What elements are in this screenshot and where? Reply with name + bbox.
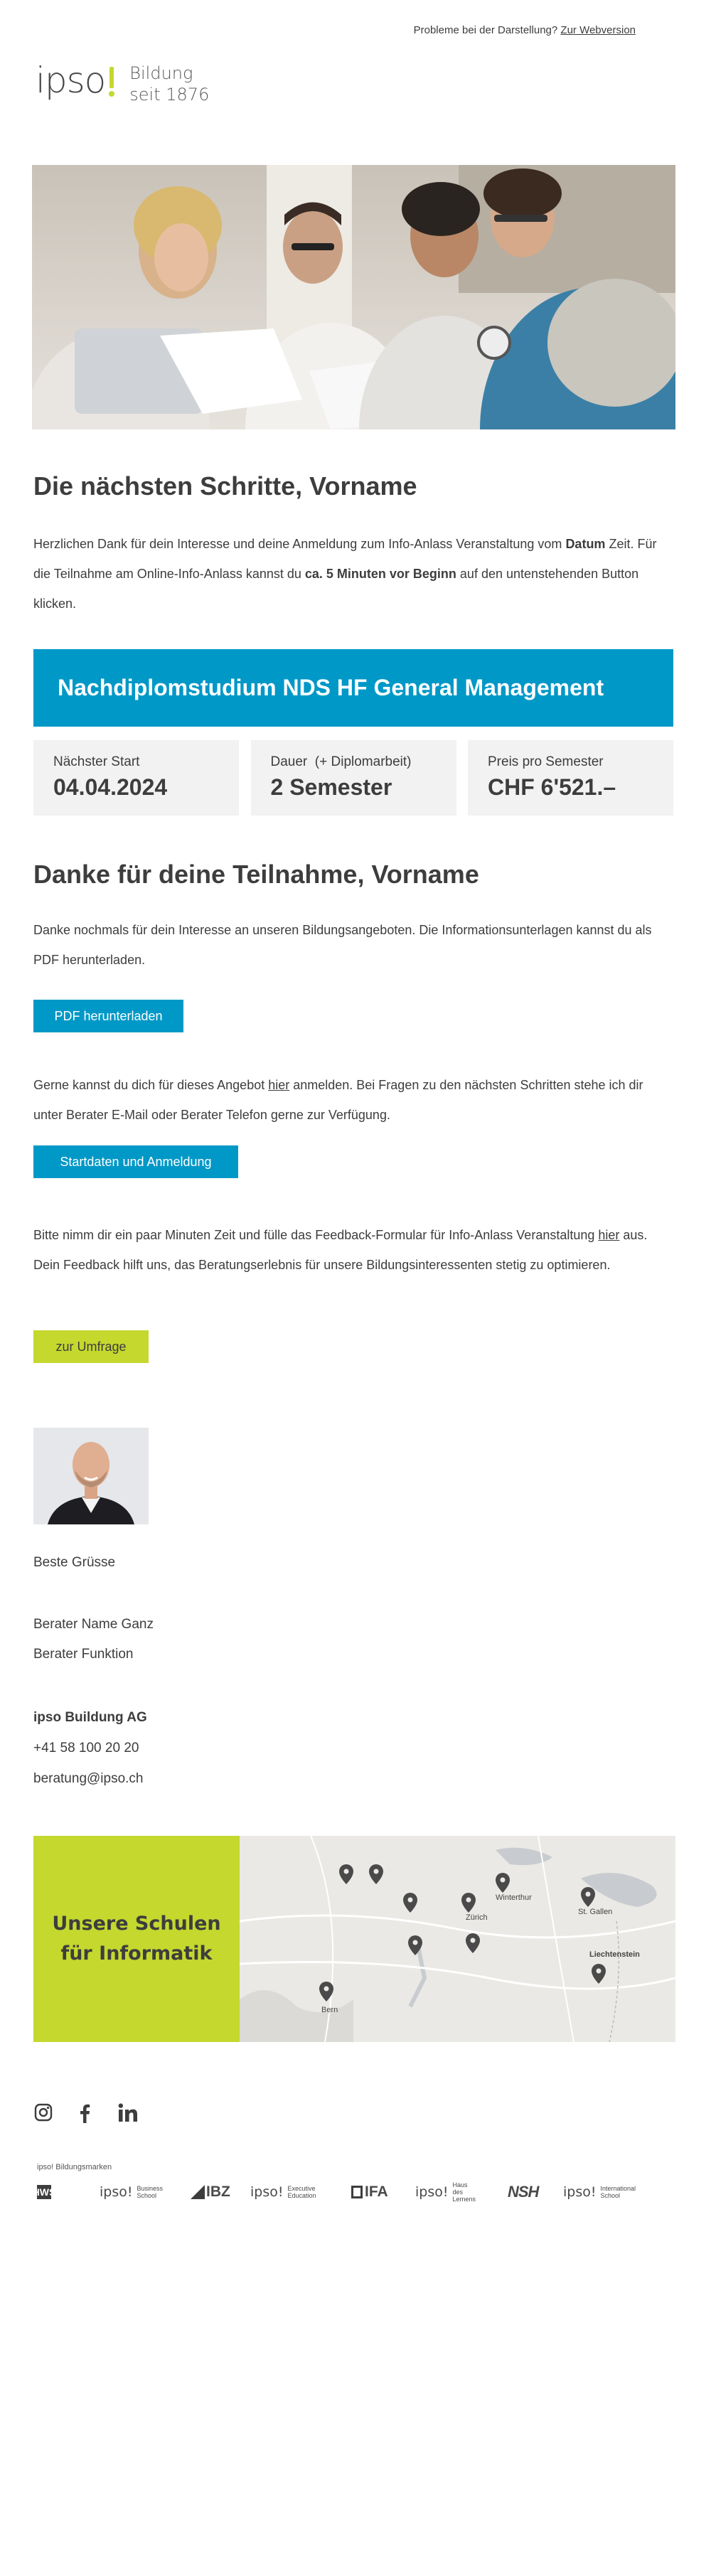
register-text-block bbox=[33, 1070, 673, 1130]
next-steps-text-1: Herzlichen Dank für dein Interesse und deine Anmeldung zum Info-Anlass Veranstaltung vom bbox=[33, 537, 566, 551]
advisor-photo-illustration bbox=[33, 1428, 149, 1524]
schools-label-line2: für Informatik bbox=[60, 1942, 213, 1965]
hero-image bbox=[32, 165, 675, 429]
ifa-square-icon bbox=[351, 2186, 363, 2198]
brand-nsh-word: NSH bbox=[508, 2183, 539, 2201]
feedback-text-1: Bitte nimm dir ein paar Minuten Zeit und fülle das Feedback-Formular für Info-Anlass Veranstaltung bbox=[33, 1228, 599, 1242]
advisor-portrait bbox=[33, 1428, 149, 1524]
map-label-winterthur: Winterthur bbox=[496, 1893, 532, 1902]
next-steps-title: Die nächsten Schritte, Vorname bbox=[33, 471, 417, 501]
register-text-2: anmelden. Bei Fragen zu den nächsten Schritten stehe ich dir unter Berater E-Mail oder Berater Telefon gerne zur Verfügung. bbox=[33, 1078, 643, 1122]
webversion-link[interactable]: Zur Webversion bbox=[560, 24, 636, 36]
brand-executive-sub bbox=[287, 2185, 316, 2199]
map-label-liechtenstein: Liechtenstein bbox=[589, 1950, 640, 1959]
schools-map bbox=[240, 1836, 675, 2042]
brand-hws-logo: HWS bbox=[32, 2186, 56, 2198]
brand-haus-sub bbox=[452, 2181, 476, 2203]
brand-ibz[interactable] bbox=[191, 2181, 230, 2203]
brand-haus-word: ipso! bbox=[415, 2184, 449, 2200]
brand-executive-sub1: Executive bbox=[287, 2185, 316, 2192]
brand-executive-sub2: Education bbox=[287, 2192, 316, 2199]
fact-price-value: CHF 6'521.– bbox=[488, 774, 616, 800]
fact-start-label: Nächster Start bbox=[53, 754, 140, 769]
next-steps-text-2: Zeit. Für die Teilnahme am Online-Info-Anlass kannst du bbox=[33, 537, 657, 581]
brand-haus-sub2: Lernens bbox=[452, 2196, 476, 2203]
brand-haus-des-lernens[interactable] bbox=[415, 2181, 476, 2203]
schools-label bbox=[33, 1836, 240, 2042]
feedback-paragraph bbox=[33, 1220, 673, 1280]
section-next-steps bbox=[33, 471, 673, 501]
feedback-text-2: aus. Dein Feedback hilft uns, das Beratungserlebnis für unsere Bildungsinteressenten stetig zu optimieren. bbox=[33, 1228, 648, 1272]
preheader-text: Probleme bei der Darstellung? bbox=[413, 24, 558, 36]
logo-tagline bbox=[129, 63, 209, 105]
brand-international-sub bbox=[600, 2185, 636, 2199]
feedback-text-block bbox=[33, 1220, 673, 1280]
thanks-paragraph: Danke nochmals für dein Interesse an unseren Bildungsangeboten. Die Informationsunterlagen kannst du als PDF herunterladen. bbox=[33, 923, 652, 967]
signature-name: Berater Name Ganz bbox=[33, 1617, 154, 1632]
section-thanks bbox=[33, 859, 673, 889]
ibz-triangle-icon bbox=[191, 2185, 205, 2199]
brand-international-word: ipso! bbox=[563, 2184, 597, 2200]
register-text-1: Gerne kannst du dich für dieses Angebot bbox=[33, 1078, 269, 1092]
program-title: Nachdiplomstudium NDS HF General Management bbox=[58, 675, 604, 700]
register-here-link[interactable]: hier bbox=[268, 1078, 290, 1092]
brand-executive-education[interactable] bbox=[250, 2181, 316, 2203]
ipso-logo[interactable] bbox=[36, 60, 210, 105]
signature-phone: +41 58 100 20 20 bbox=[33, 1741, 139, 1755]
survey-button[interactable]: zur Umfrage bbox=[33, 1330, 149, 1363]
next-steps-text-block bbox=[33, 529, 673, 619]
fact-start bbox=[33, 740, 239, 816]
map-label-st-gallen: St. Gallen bbox=[578, 1908, 613, 1916]
schools-banner[interactable] bbox=[33, 1836, 675, 2042]
fact-duration bbox=[251, 740, 456, 816]
thanks-title: Danke für deine Teilnahme, Vorname bbox=[33, 860, 479, 889]
linkedin-icon[interactable] bbox=[118, 2103, 138, 2125]
map-label-bern: Bern bbox=[321, 2006, 338, 2014]
logo-wordmark: ipso bbox=[36, 60, 106, 101]
fact-duration-value: 2 Semester bbox=[270, 774, 392, 800]
brand-international-sub1: International bbox=[600, 2185, 636, 2192]
instagram-icon[interactable] bbox=[34, 2103, 53, 2125]
fact-price-label: Preis pro Semester bbox=[488, 754, 604, 769]
next-steps-paragraph bbox=[33, 529, 673, 619]
signature-greeting: Beste Grüsse bbox=[33, 1555, 116, 1570]
brand-business-school-sub bbox=[137, 2185, 163, 2199]
brand-ifa-word: IFA bbox=[365, 2184, 388, 2200]
brand-hws[interactable] bbox=[32, 2181, 56, 2203]
pdf-download-button[interactable]: PDF herunterladen bbox=[33, 1000, 183, 1032]
logo-tagline-line1: Bildung bbox=[129, 63, 193, 83]
brand-nsh[interactable] bbox=[508, 2181, 538, 2203]
brand-executive-word: ipso! bbox=[250, 2184, 284, 2200]
hero-photo-illustration bbox=[32, 165, 675, 429]
fact-duration-label: Dauer (+ Diplomarbeit) bbox=[270, 754, 412, 769]
brand-business-school-word: ipso! bbox=[100, 2184, 133, 2200]
thanks-text-block bbox=[33, 915, 673, 975]
start-dates-button[interactable]: Startdaten und Anmeldung bbox=[33, 1145, 238, 1178]
signature-company: ipso Buildung AG bbox=[33, 1710, 147, 1725]
next-steps-text-3: auf den untenstehenden Button klicken. bbox=[33, 567, 639, 611]
logo-tagline-line2: seit 1876 bbox=[129, 85, 210, 105]
brand-ibz-word: IBZ bbox=[206, 2184, 230, 2200]
schools-label-line1: Unsere Schulen bbox=[52, 1913, 221, 1935]
facebook-icon[interactable] bbox=[78, 2103, 91, 2127]
brand-international-school[interactable] bbox=[563, 2181, 636, 2203]
program-facts bbox=[33, 740, 673, 816]
fact-price bbox=[468, 740, 673, 816]
signature-function: Berater Funktion bbox=[33, 1647, 134, 1662]
brands-label: ipso! Bildungsmarken bbox=[37, 2163, 112, 2171]
brand-business-school-sub1: Business bbox=[137, 2185, 164, 2192]
program-title-banner bbox=[33, 649, 673, 727]
brand-ifa[interactable] bbox=[351, 2181, 388, 2203]
logo-exclamation-icon bbox=[107, 63, 117, 98]
register-paragraph bbox=[33, 1070, 673, 1130]
next-steps-timing: ca. 5 Minuten vor Beginn bbox=[304, 567, 456, 581]
brand-business-school[interactable] bbox=[100, 2181, 163, 2203]
brand-international-sub2: School bbox=[600, 2192, 621, 2199]
switzerland-map bbox=[240, 1836, 675, 2042]
brand-business-school-sub2: School bbox=[137, 2192, 157, 2199]
brand-haus-sub1: Haus des bbox=[452, 2181, 468, 2196]
preheader bbox=[414, 24, 636, 36]
next-steps-date: Datum bbox=[565, 537, 606, 551]
feedback-here-link[interactable]: hier bbox=[598, 1228, 620, 1242]
signature-email[interactable]: beratung@ipso.ch bbox=[33, 1771, 144, 1786]
map-label-zurich: Zürich bbox=[466, 1913, 488, 1922]
fact-start-value: 04.04.2024 bbox=[53, 774, 168, 800]
